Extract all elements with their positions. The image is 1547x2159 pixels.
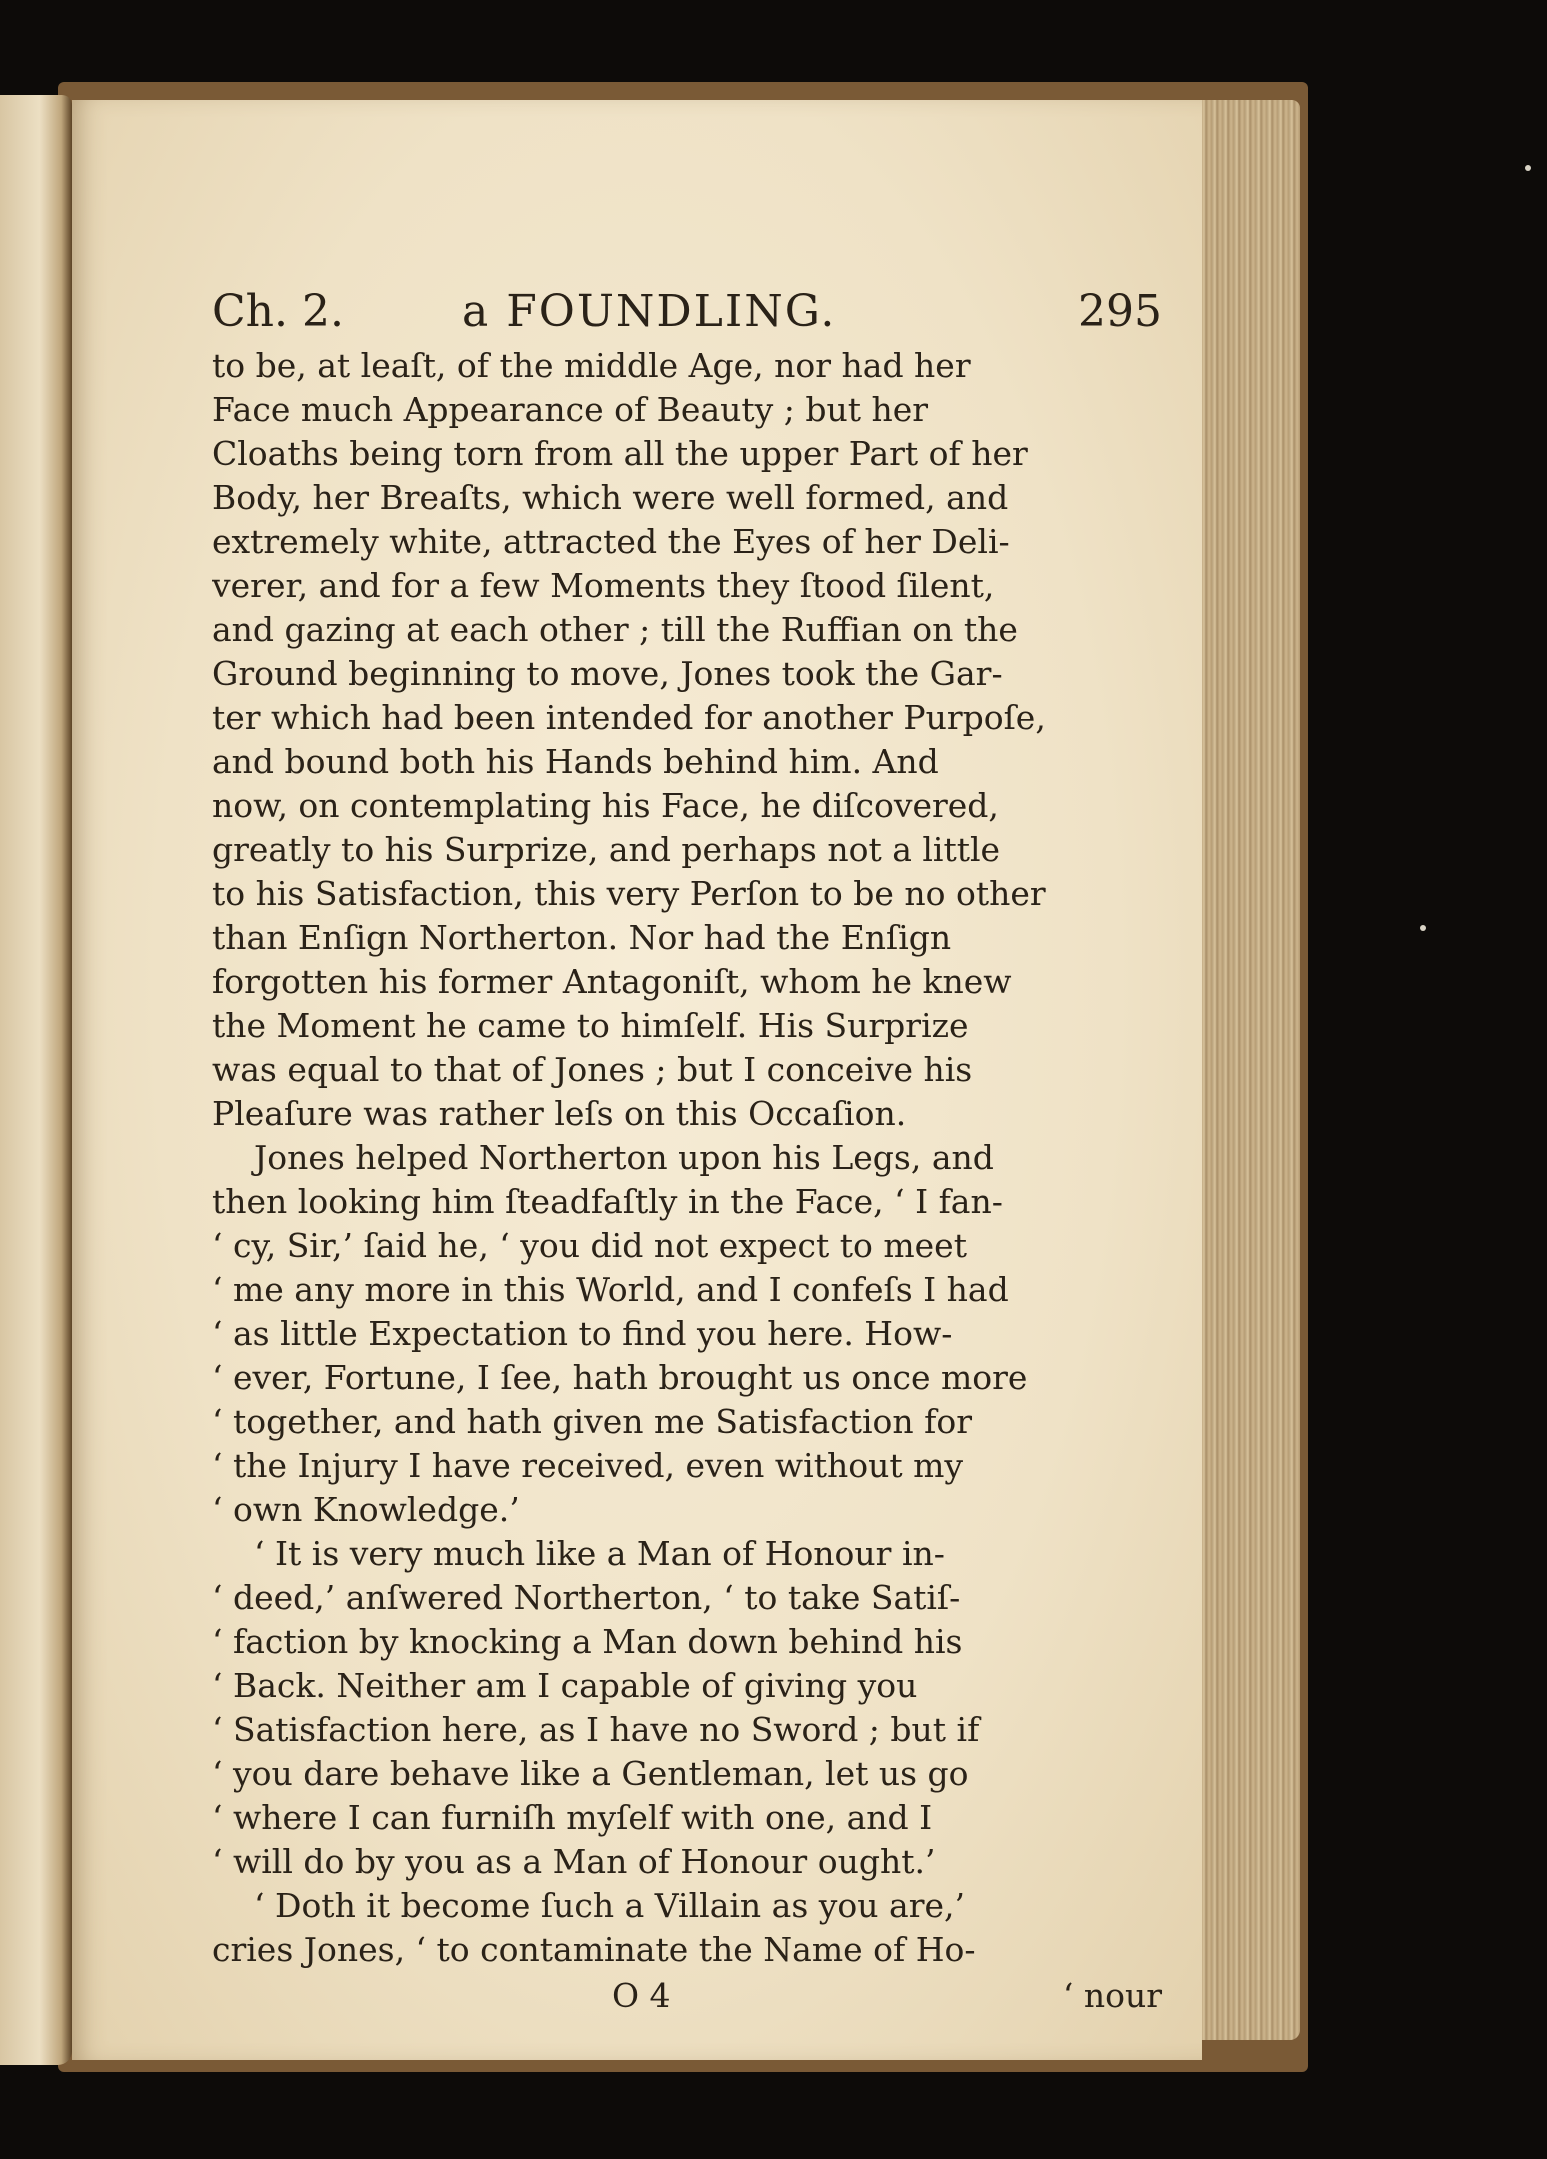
text-line: ‘ ever, Fortune, I ſee, hath brought us once more: [212, 1358, 1028, 1397]
text-line: and gazing at each other ; till the Ruffian on the: [212, 610, 1018, 649]
text-line: ‘ faction by knocking a Man down behind his: [212, 1622, 963, 1661]
text-line: now, on contemplating his Face, he diſcovered,: [212, 786, 999, 825]
text-line: ‘ deed,’ anſwered Northerton, ‘ to take Satiſ-: [212, 1578, 961, 1617]
text-line: ‘ as little Expectation to find you here. How-: [212, 1314, 953, 1353]
text-line: to his Satisfaction, this very Perſon to be no other: [212, 874, 1046, 913]
book-page: [72, 100, 1202, 2060]
text-line: ‘ Satisfaction here, as I have no Sword ; but if: [212, 1710, 980, 1749]
text-line: ‘ Doth it become ſuch a Villain as you are,’: [254, 1886, 965, 1925]
text-line: extremely white, attracted the Eyes of her Deli-: [212, 522, 1010, 561]
text-line: cries Jones, ‘ to contaminate the Name of Ho-: [212, 1930, 976, 1969]
text-line: Pleaſure was rather leſs on this Occaſion.: [212, 1094, 907, 1133]
text-line: and bound both his Hands behind him. And: [212, 742, 939, 781]
catchword: ‘ nour: [1062, 1976, 1162, 2015]
text-line: to be, at leaſt, of the middle Age, nor had her: [212, 346, 971, 385]
text-line: verer, and for a few Moments they ſtood ſilent,: [212, 566, 995, 605]
text-line: ‘ Back. Neither am I capable of giving you: [212, 1666, 918, 1705]
text-line: ‘ will do by you as a Man of Honour ought.’: [212, 1842, 936, 1881]
text-line: ‘ the Injury I have received, even without my: [212, 1446, 964, 1485]
text-line: ‘ together, and hath given me Satisfaction for: [212, 1402, 972, 1441]
text-line: the Moment he came to himſelf. His Surprize: [212, 1006, 969, 1045]
text-line: ‘ cy, Sir,’ ſaid he, ‘ you did not expect to meet: [212, 1226, 967, 1265]
text-line: ter which had been intended for another Purpoſe,: [212, 698, 1046, 737]
text-line: ‘ me any more in this World, and I confeſs I had: [212, 1270, 1009, 1309]
running-title: a FOUNDLING.: [462, 286, 837, 337]
text-line: Jones helped Northerton upon his Legs, and: [254, 1138, 994, 1177]
text-line: ‘ you dare behave like a Gentleman, let us go: [212, 1754, 969, 1793]
page-fore-edge: [1190, 100, 1300, 2040]
page-number: 295: [1078, 286, 1162, 337]
page-text-block: [212, 280, 1162, 2020]
text-line: ‘ own Knowledge.’: [212, 1490, 520, 1529]
text-line: Cloaths being torn from all the upper Part of her: [212, 434, 1028, 473]
left-facing-page: [0, 95, 72, 2065]
text-line: was equal to that of Jones ; but I conceive his: [212, 1050, 973, 1089]
text-line: greatly to his Surprize, and perhaps not a little: [212, 830, 1001, 869]
text-line: ‘ It is very much like a Man of Honour in-: [254, 1534, 945, 1573]
text-line: ‘ where I can furniſh myſelf with one, and I: [212, 1798, 933, 1837]
dust-speck: [1525, 165, 1531, 171]
text-line: then looking him ſteadfaſtly in the Face, ‘ I fan-: [212, 1182, 1003, 1221]
dust-speck: [1420, 925, 1426, 931]
text-line: Ground beginning to move, Jones took the Gar-: [212, 654, 1003, 693]
text-line: forgotten his former Antagoniſt, whom he knew: [212, 962, 1012, 1001]
chapter-marker: Ch. 2.: [212, 286, 344, 337]
signature-mark: O 4: [612, 1976, 671, 2015]
body-text: [212, 344, 1162, 1972]
text-line: Face much Appearance of Beauty ; but her: [212, 390, 929, 429]
text-line: than Enſign Northerton. Nor had the Enſign: [212, 918, 952, 957]
page-footer: [212, 1972, 1162, 2020]
text-line: Body, her Breaſts, which were well formed, and: [212, 478, 1009, 517]
running-head: [212, 280, 1162, 344]
